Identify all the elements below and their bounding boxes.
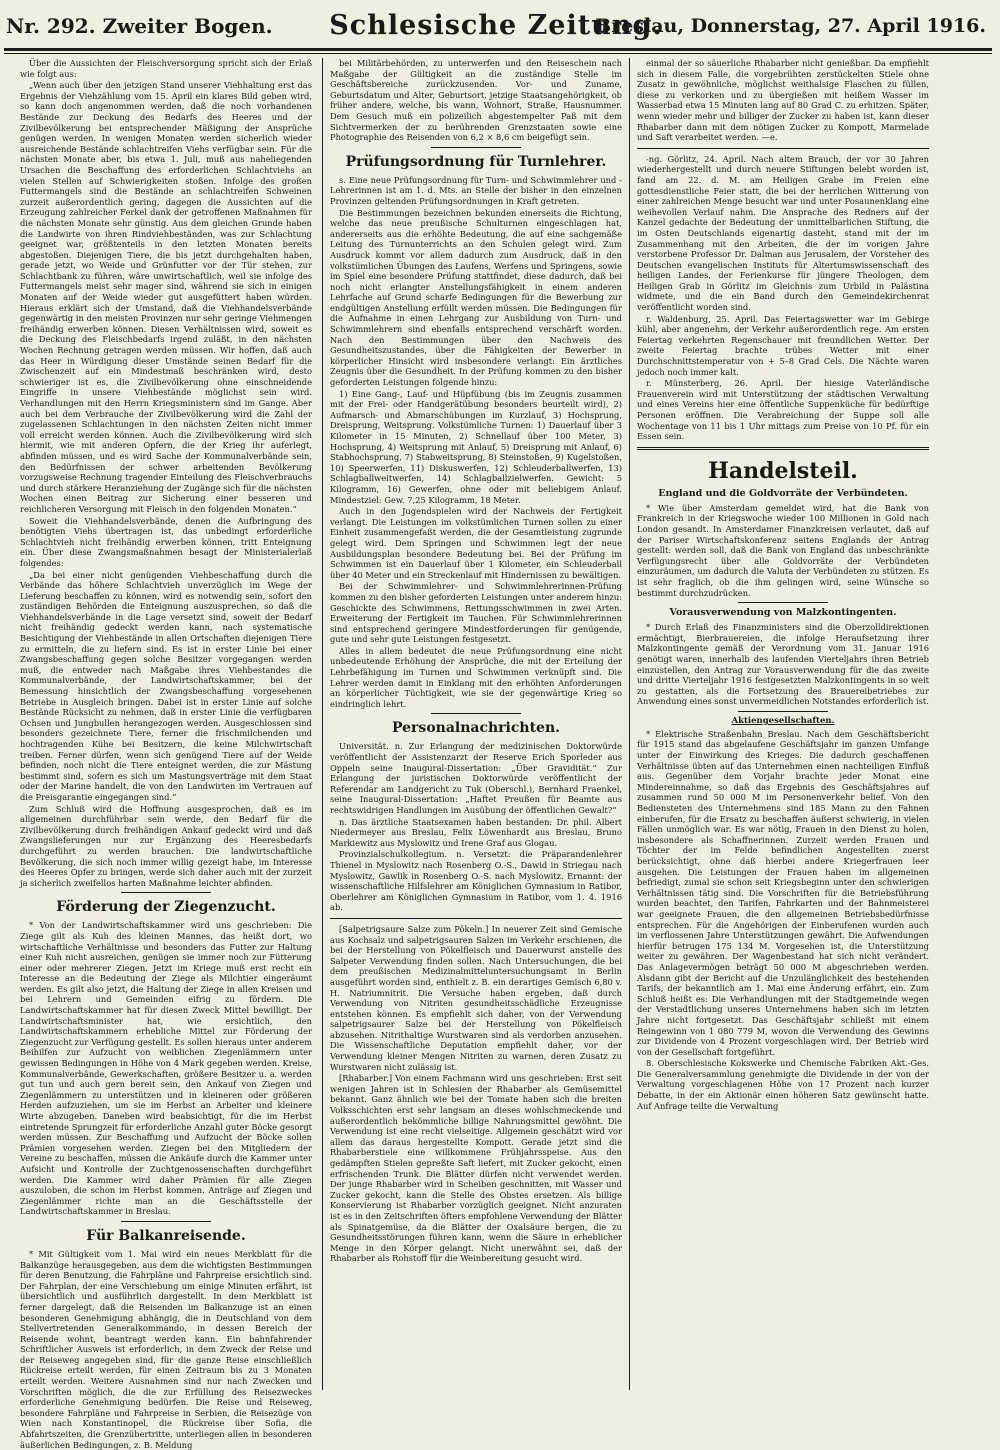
article-paragraph: 1) Eine Gang-, Lauf- und Hüpfübung (bis im Zeugnis zusammen mit der Frei- oder Handgerätübung besonders beurteilt wird), 2) Aufmarsch- und Abmarschübungen im Kurzlauf, 3) Hochsprung, Dreisprung, Weitsprung. Volkstümliche Turnen: 1) Dauerlauf über 3 Kilometer in 15 Minuten, 2) Schnellauf über 100 Meter, 3) Hochsprung, 4) Weitsprung mit Anlauf, 5) Dreisprung mit Anlauf, 6) Stabhochsprung, 7) Stabweitsprung, 8) Steinstoßen, 9) Kugelstoßen, 10) Speerwerfen, 11) Diskuswerfen, 12) Schleuderballwerfen, 13) Schlagballweitwerfen, 14) Schlagballzielwerfen. Gewicht: 5 Kilogramm, 16) Gewerfen, ohne oder mit beliebigem Anlauf. Mindestziel: Gew. 7,25 Kilogramm, 18 Meter. bbox=[330, 388, 622, 505]
article-paragraph: Universität. n. Zur Erlangung der medizinischen Doktorwürde veröffentlicht der Assistenzarzt der Reserve Erich Sporleder aus Oppeln seine Inaugural-Dissertation: „Über Gravidität.“ Zur Erlangung der juristischen Doktorwürde veröffentlicht der Referendar am Landgericht zu Tuk (Oberschl.), Bernhard Fraenkel, seine Inaugural-Dissertation: „Haftet Preußen für Beamte aus rechtswidrigen Handlungen im Ausübung der öffentlichen Gewalt?“ bbox=[330, 741, 622, 815]
section-rule bbox=[738, 711, 828, 712]
section-rule bbox=[121, 1221, 211, 1222]
article-paragraph: 8. Oberschlesische Kokswerke und Chemische Fabriken Akt.-Ges. Die Generalversammlung genehmigte die Dividende in der von der Verwaltung vorgeschlagenen Höhe von 17 Prozent nach kurzer Debatte, in der ein Aktionär einen höheren Satz gewünscht hatte. Auf Anfrage teilte die Verwaltung bbox=[637, 1058, 929, 1111]
article-paragraph: Provinzialschulkollegium. n. Versetzt: die Präparandenlehrer Thienel in Myslowitz nach Rosenberg O.-S., Dawid in Striegau nach Myslowitz, Gawlik in Rosenberg O.-S. nach Myslowitz. Ernannt: der wissenschaftliche Hilfslehrer am Königlichen Gymnasium in Ratibor, Oberlehrer am Königlichen Gymnasium in Ratibor, vom 1. 4. 1916 ab. bbox=[330, 849, 622, 913]
article-paragraph: n. Das ärztliche Staatsexamen haben bestanden: Dr. phil. Albert Niedermeyer aus Breslau, Felix Löwenhardt aus Breslau, Bruno Markiewitz aus Myslowitz und Irene Graf aus Glogau. bbox=[330, 816, 622, 848]
newspaper-title: Schlesische Zeitung. bbox=[329, 10, 663, 41]
column-1 bbox=[20, 58, 312, 1450]
section-rule bbox=[121, 892, 211, 893]
column-divider bbox=[629, 58, 630, 1390]
subheadline-malzkontingente: Vorausverwendung von Malzkontingenten. bbox=[669, 607, 897, 619]
article-paragraph: [Salpetrigsaure Salze zum Pökeln.] In neuerer Zeit sind Gemische aus Kochsalz und salpetrigsauren Salzen im Verkehr erschienen, die bei der Herstellung von Pökelfleisch und Dauerwurst anstelle des Salpeter Verwendung finden sollen. Nach Untersuchungen, die bei dem preußischen Medizinalmitteluntersuchungsamt in Berlin ausgeführt worden sind, enthielt z. B. ein derartiges Gemisch 6,80 v. H. Natriumnitrit. Die Versuche haben ergeben, daß durch Verwendung von Nitriten gesundheitsschädliche Erzeugnisse entstehen können. Es empfiehlt sich daher, von der Verwendung salpetrigsaurer Salze bei der Herstellung von Pökelfleisch abzusehen. Nitrithaltige Wurstwaren sind als verdorben anzusehen. Die Wissenschaftliche Deputation empfiehlt daher, vor der Verwendung kleiner Mengen Nitriten zu warnen, deren Zusatz zu Wurstwaren nicht zulässig ist. bbox=[330, 923, 622, 1072]
masthead bbox=[6, 8, 986, 44]
article-paragraph: r. Münsterberg, 26. April. Der hiesige Vaterländische Frauenverein wird mit Unterstützung der städtischen Verwaltung und eines Vereins hier eine öffentliche Suppenküche für bedürftige Personen eröffnen. Die Verabreichung der Suppe soll alle Wochentage von 11 bis 1 Uhr mittags zum Preise von 10 Pf. für ein Essen sein. bbox=[637, 378, 929, 442]
headline-handelsteil: Handelsteil. bbox=[708, 457, 858, 484]
article-paragraph: Zum Schluß wird die Hoffnung ausgesprochen, daß es im allgemeinen durchführbar sein werde, den Bedarf für die Zivilbevölkerung durch freihändigen Ankauf gedeckt wird und daß Zwangslieferungen nur zur Ergänzung des Heeresbedarfs durchgeführt zu werden brauchen. Die landwirtschaftliche Bevölkerung, die sich noch immer willig gezeigt habe, im Interesse des Heeres Opfer zu bringen, werde sich daher auch mit der zurzeit ja sicherlich zweifellos harten Maßnahme leichter abfinden. bbox=[20, 803, 312, 888]
headline-balkanreisende: Für Balkanreisende. bbox=[86, 1227, 246, 1244]
column-divider bbox=[322, 58, 323, 1390]
article-paragraph: * Wie über Amsterdam gemeldet wird, hat die Bank von Frankreich in der Kriegswoche wieder 100 Millionen in Gold nach London gesandt. In Amsterdamer Finanzkreisen verlautet, daß auf der Pariser Wirtschaftskonferenz seitens Englands der Antrag gestellt: werden soll, daß die Bank von England das unbeschränkte Verfügungsrecht über alle Goldvorräte der Verbündeten einzuräumen, um dadurch die Valuta der Verbündeten zu stützen. Es ist sehr fraglich, ob die ihm gelingen wird, seine Wünsche so bestimmt durchzudrücken. bbox=[637, 502, 929, 598]
article-paragraph: [Rhabarber.] Von einem Fachmann wird uns geschrieben: Erst seit wenigen Jahren ist in Schlesien der Rhabarber als Gemüsemittel bekannt. Ganz ähnlich wie bei der Tomate haben sich die breiten Volksschichten erst sehr langsam an dieses wohlschmeckende und außerordentlich bekömmliche billige Nahrungsmittel gewöhnt. Die Verwendung ist eine recht vielseitige. Allgemein geschätzt wird vor allem das daraus hergestellte Kompott. Gerade jetzt sind die Rhabarberstiele eine willkommene Frühjahrsspeise. Aus den gedämpften Stielen gepreßte Saft liefert, mit Zucker gekocht, einen erfrischenden Trunk. Die Blätter dürfen nicht verwendet werden. Der junge Rhabarber wird in Scheiben geschnitten, mit Wasser und Zucker gekocht, kann die Stelle des Obstes ersetzen. Als billige Konservierung ist Rhabarber vorzüglich geeignet. Nicht anzuraten ist es in den Zeitschriften öfters empfohlene Verwendung der Blätter als Spinatgemüse, da die Blätter der Oxalsäure bergen, die zu Gesundheitsstörungen führen kann, wenn die Säure in erheblicher Menge in den Körper gelangt. Nicht unerwähnt sei, daß der Rhabarber als Rohstoff für die Weinbereitung gesucht wird. bbox=[330, 1073, 622, 1264]
column-3 bbox=[637, 58, 929, 1394]
headline-ziegenzucht: Förderung der Ziegenzucht. bbox=[56, 899, 276, 916]
headline-personalnachrichten: Personalnachrichten. bbox=[392, 720, 560, 737]
article-paragraph: s. Eine neue Prüfungsordnung für Turn- und Schwimmlehrer und -Lehrerinnen ist am 1. d. Mts. an Stelle der bisher in den einzelnen Provinzen geltenden Prüfungsordnungen in Kraft getreten. bbox=[330, 174, 622, 206]
article-paragraph: bei Militärbehörden, zu unterwerfen und den Reiseschein nach Maßgabe der Gültigkeit an die zuständige Stelle im Geschäftsbereiche zurückzusenden. Vor- und Zuname, Geburtsdatum und Alter, Geburtsort, jetzige Staatsangehörigkeit, ob früher andere, welche, bis wann, Wohnort, Straße, Hausnummer. Dem Gesuch muß ein polizeilich abgestempelter Paß mit dem Sichtvermerken der zu berührenden Grenzstaaten sowie eine Photographie des Reisenden von 6,2 × 8,6 cm beigefügt sein. bbox=[330, 58, 622, 143]
article-paragraph: Auch in den Jugendspielen wird der Nachweis der Fertigkeit verlangt. Die Leistungen im volkstümlichen Turnen sollen zu einer Einheit zusammengefaßt werden, die der Gesamtleistung zugrunde gelegt wird. Dem Springen und Schwimmen legt der neue Ausbildungsplan besondere Bedeutung bei. Bei der Prüfung im Schwimmen ist ein Dauerlauf über 1 Kilometer, ein Schleuderball über 40 Meter und ein Streckenlauf mit Hindernissen zu bewältigen. bbox=[330, 506, 622, 580]
issue-number: Nr. 292. Zweiter Bogen. bbox=[6, 14, 273, 38]
section-rule bbox=[330, 918, 622, 919]
article-paragraph: Alles in allem bedeutet die neue Prüfungsordnung eine nicht unbedeutende Erhöhung der Ansprüche, die mit der Erteilung der Lehrbefähigung im Turnen und Schwimmen verknüpft sind. Die Lehrer werden damit in Einklang mit den erhöhten Anforderungen an körperlicher Tüchtigkeit, wie sie der gegenwärtige Krieg so eindringlich lehrt. bbox=[330, 645, 622, 709]
section-rule bbox=[738, 602, 828, 603]
article-paragraph: Die Bestimmungen bezeichnen bekunden einerseits die Richtung, welche das neue preußische Schulturnen eingeschlagen hat, andererseits aus die erhöhte Bedeutung, die auf eine sachgemäße Leitung des Turnunterrichts an den Schulen gelegt wird. Zum Ausdruck kommt vor allem dadurch zum Ausdruck, daß in den volkstümlichen Übungen des Laufens, Werfens und Springens, sowie im Spiel eine besondere Prüfung stattfindet, diese dadurch, daß bei noch nicht erlangter Anstellungsfähigkeit in einem anderen Lehrfache auf Grund scharfe Bedingungen für die Bewerbung zur endgültigen Anstellung erfüllt werden müssen. Die Bedingungen für die Aufnahme in einen Lehrgang zur Ausbildung von Turn- und Schwimmlehrern sind ebenfalls entsprechend verschärft worden. Nach den Bestimmungen über den Nachweis des Gesundheitszustandes, über die Fähigkeiten der Bewerber in körperlicher Hinsicht wird insbesondere verlangt: Ein ärztliches Zeugnis über die Gesundheit. In der Prüfung kommen zu den bisher geforderten Leistungen folgende hinzu: bbox=[330, 207, 622, 388]
article-paragraph: * Durch Erlaß des Finanzministers sind die Oberzolldirektionen ermächtigt, Bierbrauereien, die infolge Heraufsetzung ihrer Malzkontingente gemäß der Verordnung vom 31. Januar 1916 genötigt waren, innerhalb des laufenden Vierteljahrs ihren Betrieb einzustellen, den Antrag zur Vorausverwendung für die das zweite und dritte Vierteljahr 1916 festgesetzten Malzkontingents in so weit zu gestatten, als die Fortsetzung des Brauereibetriebes zur Anwendung eines sonst unvermeidlichen Notstandes erforderlich ist. bbox=[637, 622, 929, 707]
section-rule bbox=[637, 447, 929, 450]
article-paragraph: -ng. Görlitz, 24. April. Nach altem Brauch, der vor 30 Jahren wiederhergestellt und durch neuere Stiftungen belebt worden ist, fand am 22. d. M. am Heiligen Grabe im Freien eine gottesdienstliche Feier statt, die bei der herrlichen Witterung von einer zahlreichen Menge besucht war und unter Posaunenklang eine weihevollen Verlauf nahm. Die Ansprache des Redners auf der Kanzel gedachte der Bedeutung der unmittelbarlichen Stiftung, die im Osten Deutschlands eigenartig dasteht, stand mit der im Zusammenhang mit den Arbeiten, die der im vorigen Jahre verstorbene Professor Dr. Dalman aus Jerusalem, der Vorsteher des Deutschen evangelischen Instituts für Altertumswissenschaft des heiligen Landes, der Ferienkurse für jüngere Theologen, dem Heiligen Grab in Görlitz im Gleichnis zum Urbild in Palästina widmete, und die ein Band durch den Gemeindekirchenrat veröffentlicht worden sind. bbox=[637, 153, 929, 313]
article-paragraph: „Da bei einer nicht genügenden Viehbeschaffung durch die Verbände das höhere Schlachtvieh unverzüglich im Wege der Lieferung beschaffen zu können, wird es notwendig sein, sofort den zuständigen Behörden die Enteignung auszusprechen, so daß die Viehhandelsverbände in die Lage versetzt sind, soweit der Bedarf nicht freihändig gedeckt werden kann, nach systematische Besichtigung der Viehbestände in allen Ortschaften diejenigen Tiere zu ermitteln, die zu liefern sind. Es ist in erster Linie bei einer Zwangsbeschaffung gegen solche Besitzer vorgegangen werden muß, die entweder nach Maßgabe ihres Viehbestandes die Kommunalverbände, der Landwirtschaftskammer, bei der Bemessung hinsichtlich der Zwangsbeschaffung vorgesehenen Betriebe in Ausgleich bringen. Dabei ist in erster Linie auf solche Bestände Rücksicht zu nehmen, daß in erster Linie die verfügbaren Ochsen und Jungbullen herangezogen werden. Ausgeschlossen sind besonders gezeichnete Tiere, ferner die frischmilchenden und hochtragenden Kühe bei Besitzern, die keine Milchwirtschaft treiben. Ferner dürfen, wenn sich genügend Tiere auf der Weide befinden, noch nicht die Tiere enteignet werden, die zur Mästung bestimmt sind, sofern es sich um Mastungsverträge mit dem Staat oder der Marine handelt, die von den Landwirten im Vertrauen auf die Preisgarantie eingegangen sind.“ bbox=[20, 569, 312, 802]
article-paragraph: einmal der so säuerliche Rhabarber nicht genießbar. Da empfiehlt sich in diesem Falle, die vorgebrühten zerstückelten Stiele ohne Zusatz in gewöhnliche, möglichst weithalsige Flaschen zu füllen, diese zu verkorken und zu übergießen mit heißem Wasser im Wasserbad etwa 15 Minuten lang auf 80 Grad C. zu erhitzen. Später, wenn wieder mehr und billiger der Zucker zu haben ist, kann dieser Rhabarber dann mit dem nötigen Zucker zu Kompott, Marmelade und Saft verarbeitet werden. —e. bbox=[637, 58, 929, 143]
article-paragraph: Bei der Schwimmlehrer- und Schwimmlehrerinnen-Prüfung kommen zu den bisher geforderten Leistungen unter anderem hinzu: Geschickte des Schwimmens, Rettungsschwimmen in zwei Arten. Erweiterung der Fertigkeit im Tauchen. Für Schwimmlehrerinnen sind entsprechend geringere Mindestforderungen für genügende, gute und sehr gute Leistungen festgesetzt. bbox=[330, 581, 622, 645]
masthead-rule bbox=[4, 48, 992, 51]
article-paragraph: r. Waldenburg, 25. April. Das Feiertagswetter war im Gebirge kühl, aber angenehm, der Verkehr außerordentlich rege. Am ersten Feiertag verkehrten Regenschauer mit freundlichen Wetter. Der zweite Feiertag brachte trübes Wetter mit einer Durchschnittstemperatur von + 5–8 Grad Cels. Die Nächte waren jedoch noch immer kalt. bbox=[637, 313, 929, 377]
article-paragraph: * Von der Landwirtschaftskammer wird uns geschrieben: Die Ziege gilt als Kuh des kleinen Mannes, das heißt dort, wo wirtschaftliche Verhältnisse und besonders das Futter zur Haltung einer Kuh nicht ausreichen, genügen sie immer noch zur Fütterung einer oder mehrerer Ziegen. Jetzt im Kriege muß erst recht ein Interesse an die Bedeutung der Ziege als Milchtier eingeräumt werden. Es gilt also jetzt, die Haltung der Ziege in allen Kreisen und bei Lehrern und Gemeinden eifrig zu fördern. Die Landwirtschaftskammer hat für diesen Zweck Mittel bewilligt. Der Landwirtschaftsminister hat, wie ersichtlich, den Landwirtschaftskammern erhebliche Mittel zur Förderung der Ziegenzucht zur Verfügung gestellt. Es sollen hieraus unter anderem Beihilfen zur Aufzucht von weiblichen Ziegenlämmern unter gewissen Bedingungen in Höhe von 4 Mark gegeben werden. Kreise, Kommunalverbände, Gewerkschaften, größere Besitzer u. a. werden gut tun und auch gern bereit sein, den Ankauf von Ziegen und Ziegenlämmern zu unterstützen und in kleineren oder größeren Herden aufzuziehen, um sie im Herbst an Arbeiter und kleinere Wirte abzugeben. Daneben wird beabsichtigt, für die im Herbst eintretende Sprungzeit für erforderliche Anzahl guter Böcke gesorgt werden müssen. Zur Beschaffung und Aufzucht der Böcke sollen Prämien vorgesehen werden. Ziegen bei den Mitgliedern der Vereine zu beschaffen, müssen die Ankäufe durch die Kammer unter Aufsicht und Kontrolle der Zuchtgenossenschaften durchgeführt werden. Die Kammer wird daher Prämien für alle Ziegen auszuloben, die schon im Herbst kommen. Anträge auf Ziegen und Ziegenlämmer richte man an die Geschäftsstelle der Landwirtschaftskammer in Breslau. bbox=[20, 920, 312, 1217]
article-paragraph: Soweit die Viehhandelsverbände, denen die Aufbringung des benötigten Viehs übertragen ist, das unbedingt erforderliche Schlachtvieh nicht freihändig erwerben können, tritt Enteignung ein. Über diese Zwangsmaßnahmen besagt der Ministerialerlaß folgendes: bbox=[20, 515, 312, 568]
subheadline-england: England und die Goldvorräte der Verbündeten. bbox=[658, 487, 908, 499]
section-rule bbox=[431, 713, 521, 714]
section-rule bbox=[431, 147, 521, 148]
article-paragraph: * Mit Gültigkeit vom 1. Mai wird ein neues Merkblatt für die Balkanzüge herausgegeben, aus dem die wichtigsten Bestimmungen für deren Benutzung, die Fahrpläne und Fahrpreise ersichtlich sind. Der Fahrplan, der eine Verschiebung um einige Minuten erfährt, ist übersichtlich und ausführlich dargestellt. In dem Merkblatt ist ferner dargelegt, daß die Reisenden im Balkanzuge ist an einen besonderen Genehmigung abhängig, die in Deutschland von dem Stellvertretenden Generalkommando, in dessen Bereich der Reisende wohnt, beantragt werden kann. Ein bahnfahrender Schriftlicher Ausweis ist erforderlich, in dem Zweck der Reise und der Reiseweg angegeben sind, für die ganze Reise einschließlich Rückreise erteilt werden, für einen Zeitraum bis zu 3 Monaten erteilt werden. Weitere Ausnahmen sind nur nach Zwecken und Vorschriften möglich, die die zur Erfüllung des Reisezweckes erforderliche Genehmigung bedürfen. Die Reise und Reiseweg, besondere Fahrpläne und Fahrpreise in Serbien, die Reisezüge von Wien nach Konstantinopel, die Rückreise über Sofia, die Abfahrtszeiten, die Grenzübertritte, unterliegen allen in besonderen äußerlichen Bedingungen, z. B. Meldung bbox=[20, 1248, 312, 1450]
dateline: Breslau, Donnerstag, 27. April 1916. bbox=[595, 15, 986, 37]
column-2 bbox=[330, 58, 622, 1394]
subheadline-aktiengesellschaften: Aktiengesellschaften. bbox=[731, 715, 835, 726]
masthead-rule-thin bbox=[4, 53, 992, 54]
headline-turnlehrer: Prüfungsordnung für Turnlehrer. bbox=[345, 153, 607, 170]
article-paragraph: * Elektrische Straßenbahn Breslau. Nach dem Geschäftsbericht für 1915 stand das abgelaufene Geschäftsjahr im ganzen Umfange unter der Einwirkung des Krieges. Die dadurch geschaffenen Verhältnisse übten auf das Unternehmen einen nachteiligen Einfluß aus. Gegenüber dem Vorjahr brachte jeder Monat eine Mindereinnahme, so daß das Ergebnis des Geschäftsjahres auf zusammen rund 50 000 M im Personenverkehr belief. Von den Bediensteten des Unternehmens sind 185 Mann zu den Fahnen einberufen, für die Ersatz zu beschaffen äußerst schwierig, in vielen Fällen unmöglich war. Es war nötig, Frauen in den Dienst zu holen, insbesondere als Schaffnerinnen. Zurzeit werden Frauen und Töchter der im Felde befindlichen Angestellten zuerst berücksichtigt, ohne daß hierbei andere Kriegerfrauen leer ausgehen. Die Leistungen der Frauen haben im allgemeinen befriedigt, zumal sie schon seit Kriegsbeginn unter den schwierigen Verhältnissen tätig sind. Die Vorschriften für die Betriebsführung wurden beachtet, den Tarifen, Fahrkarten und der Bahnmeisterei war geeignete Frauen, die den allgemeinen Betriebsbedürfnisse entsprechen. Für die Angehörigen der Einberufenen wurden auch im verflossenen Jahre Unterstützungen gewährt. Die Aufwendungen hierfür betrugen 175 134 M. Vorgesehen ist, die Unterstützung weiter zu gewähren. Der Wagenbestand hat sich nicht verändert. Das Anlagevermögen beträgt 50 000 M abgeschrieben werden. Alsdann gibt der Bericht auf die Unzulänglichkeit des bestehenden Tarifs, der bekanntlich am 1. Mai eine Änderung erfährt, ein. Zum Schluß heißt es: Die Verhandlungen mit der Stadtgemeinde wegen der Verstadtlichung unseres Unternehmens haben sich im letzten Jahre nicht fortgesetzt. Das Geschäftsjahr schließt mit einem Reingewinn von 1 080 779 M, wovon die Verwendung des Gewinns zur Dividende von 4 Prozent vorgeschlagen wird. Der Betrieb wird von der Gesellschaft fortgeführt. bbox=[637, 728, 929, 1057]
article-paragraph: „Wenn auch über den jetzigen Stand unserer Viehhaltung erst das Ergebnis der Viehzählung vom 15. April ein klares Bild geben wird, so kann doch angenommen werden, daß die noch vorhandenen Bestände zur Deckung des Bedarfs des Heeres und der Zivilbevölkerung bei entsprechender Mäßigung der Ansprüche genügen werden. In wenigen Monaten werden sicherlich wieder ausreichende Bestände schlachtreifen Viehs verfügbar sein. Für die nächsten Monate aber, bis etwa 1. Juli, muß aus naheliegenden Ursachen die Beschaffung des erforderlichen Schlachtviehs an vielen Stellen auf Schwierigkeiten stoßen. Infolge des großen Futtermangels sind die Bestände an schlachtreifen Schweinen zurzeit außerordentlich gering, dagegen die Aussichten auf die Erzeugung zahlreicher Ferkel dank der getroffenen Maßnahmen für die nächsten Monate sehr günstig. Aus dem gleichen Grunde haben die Landwirte von ihren Rindviehbeständen, was zur Schlachtung geeignet war, größtenteils in den letzten Monaten bereits abgestoßen. Diejenigen Tiere, die bis jetzt durchgehalten haben, gerade jetzt, wo Weide und Grünfutter vor der Tür stehen, zur Schlachtbank zu führen, wäre unwirtschaftlich, weil sie infolge des Futtermangels meist sehr mager sind, während sie sich in einigen Monaten auf der Weide wieder gut ausgefüttert haben würden. Hieraus erklärt sich der Umstand, daß die Viehhandelsverbände gegenwärtig in den meisten Provinzen nur sehr geringe Viehmengen freihändig erwerben können. Diesen Verhältnissen wird, soweit es die Deckung des Fleischbedarfs irgend zuläßt, in den nächsten Wochen Rechnung getragen werden müssen. Wir hoffen, daß auch das Heer in Würdigung dieser Umstände seinen Bedarf für die Zwischenzeit auf ein Mindestmaß beschränken wird, desto schwieriger ist es, die Zivilbevölkerung ohne einschneidende Eingriffe in unsere Viehbestände möglichst sein wird. Verhandlungen mit den Herrn Kriegsministern sind im Gange. Aber auch bei dem Verbrauche der Zivilbevölkerung wird die Zahl der zugelassenen Schlachtungen in den nächsten Zeiten nicht immer voll erreicht werden können. Auch die Zivilbevölkerung wird sich hiermit, wie mit anderen Opfern, die der Krieg ihr auferlegt, abfinden müssen, und es wird Sache der Kommunalverbände sein, den Bedürfnissen der schwer arbeitenden Bevölkerung vorzugsweise Rechnung tragender Einteilung des Fleischverbrauchs und durch stärkere Heranziehung der Zugänge sich für die nächsten Wochen einen Beitrag zur Sicherung einer besseren und reichlicheren Versorgung mit Fleisch in den folgenden Monaten.“ bbox=[20, 80, 312, 514]
article-paragraph: Über die Aussichten der Fleischversorgung spricht sich der Erlaß wie folgt aus: bbox=[20, 58, 312, 79]
section-rule bbox=[637, 148, 929, 149]
